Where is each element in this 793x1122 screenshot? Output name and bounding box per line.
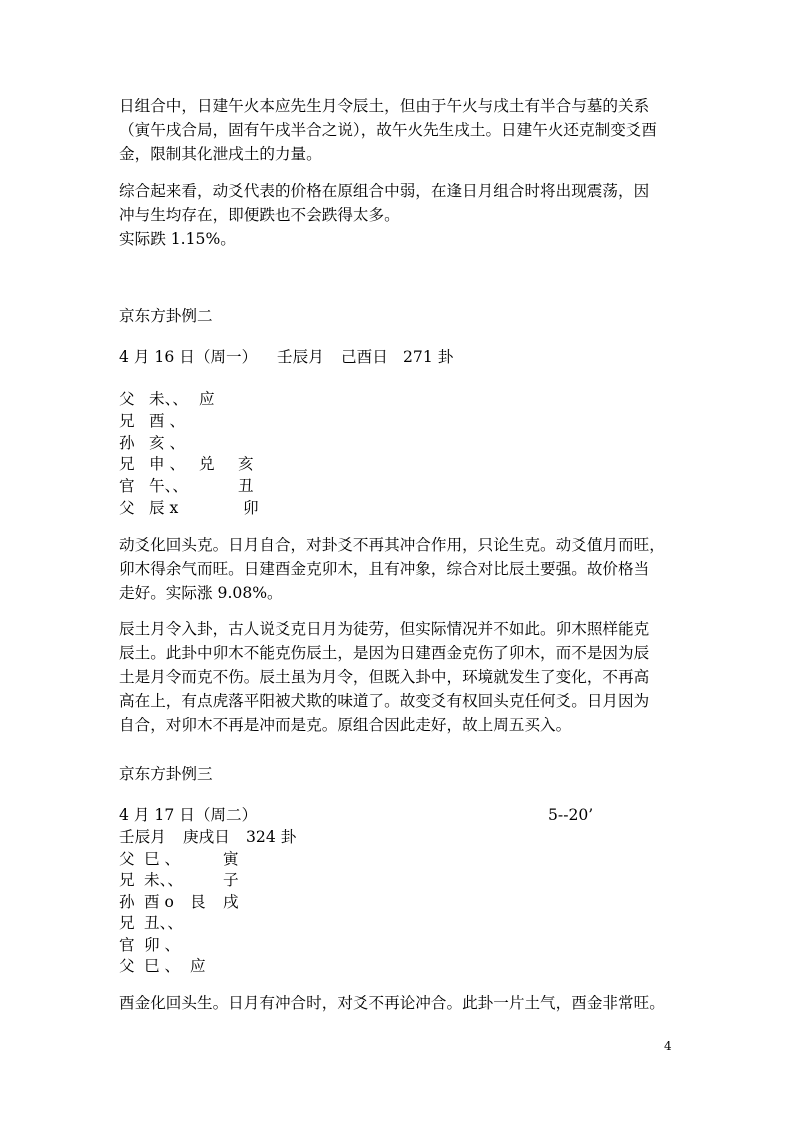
text-line: 实际跌 1.15%。 <box>119 230 236 248</box>
text-line: 自合，对卯木不再是冲而是克。原组合因此走好，故上周五买入。 <box>119 716 572 734</box>
example-3-day: 庚戌日 <box>183 828 230 846</box>
text-line: 金，限制其化泄戌土的力量。 <box>119 145 322 163</box>
paragraph-2 <box>119 179 679 251</box>
paragraph-5 <box>119 991 679 1015</box>
example-2-day: 己酉日 <box>341 348 388 366</box>
document-page: 日组合中，日建午火本应先生月令辰土，但由于午火与戌土有半合与墓的关系 （寅午戌合局，固有午戌半合之说），故午火先生戌土。日建午火还克制变爻酉 金，限制其化泄戌土的力量。 综合起来看，动爻代表的价格在原组合中弱，在逢日月组合时将出现震荡，因 冲与生均存在，即便跌也不会跌得太多。 实际跌 1.15%。 京东方卦例二 4 月 16 日（周一） 壬辰月 己酉日 271 卦 父 未、、 应 兄 酉 、 孙 亥 、 兄 申 、 兑 亥 官 午、、 丑 父 辰 x 卯 动爻化回头克。日月自合，对卦爻不再其冲合作用，只论生克。动爻值月而旺， 卯木得余气而旺。日建酉金克卯木，且有冲象，综合对比辰土要强。故价格当 走好。实际涨 9.08%。 辰土月令入卦，古人说爻克日月为徒劳，但实际情况并不如此。卯木照样能克 辰土。此卦中卯木不能克伤辰土，是因为日建酉金克伤了卯木，而不是因为辰 土是月令而克不伤。辰土虽为月令，但既入卦中，环境就发生了变化，不再高 高在上，有点虎落平阳被犬欺的味道了。故变爻有权回头克任何爻。日月因为 自合，对卯木不再是冲而是克。原组合因此走好，故上周五买入。 京东方卦例三 4 月 17 日（周二） 5--20’ 壬辰月 庚戌日 324 卦 父 巳 、 寅 兄 未、、 子 孙 酉 o 艮 戌 兄 丑、、 官 卯 、 父 巳 、 应 酉金化回头生。日月有冲合时，对爻不再论冲合。此卦一片土气，酉金非常旺。 4 <box>0 0 793 1122</box>
text-line: 高在上，有点虎落平阳被犬欺的味道了。故变爻有权回头克任何爻。日月因为 <box>119 692 650 710</box>
example-3-title: 京东方卦例三 <box>119 765 213 783</box>
paragraph-1 <box>119 94 679 166</box>
text-line: 酉金化回头生。日月有冲合时，对爻不再论冲合。此卦一片土气，酉金非常旺。 <box>119 994 665 1012</box>
text-line: 冲与生均存在，即便跌也不会跌得太多。 <box>119 206 400 224</box>
text-line: （寅午戌合局，固有午戌半合之说），故午火先生戌土。日建午火还克制变爻酉 <box>119 121 657 139</box>
example-2-month: 壬辰月 <box>277 348 324 366</box>
text-line: 日组合中，日建午火本应先生月令辰土，但由于午火与戌土有半合与墓的关系 <box>119 97 650 115</box>
paragraph-3 <box>119 533 679 605</box>
text-line: 动爻化回头克。日月自合，对卦爻不再其冲合作用，只论生克。动爻值月而旺， <box>119 536 665 554</box>
text-line: 卯木得余气而旺。日建酉金克卯木，且有冲象，综合对比辰土要强。故价格当 <box>119 560 650 578</box>
text-line: 综合起来看，动爻代表的价格在原组合中弱，在逢日月组合时将出现震荡，因 <box>119 182 650 200</box>
example-3-date: 4 月 17 日（周二） <box>119 806 258 824</box>
paragraph-4 <box>119 617 679 737</box>
example-3-month: 壬辰月 <box>119 828 166 846</box>
text-line: 辰土月令入卦，古人说爻克日月为徒劳，但实际情况并不如此。卯木照样能克 <box>119 620 650 638</box>
example-3-gua-number: 324 卦 <box>246 828 297 846</box>
example-2-gua-number: 271 卦 <box>403 348 454 366</box>
text-line: 辰土。此卦中卯木不能克伤辰土，是因为日建酉金克伤了卯木，而不是因为辰 <box>119 644 650 662</box>
example-2-title: 京东方卦例二 <box>119 307 213 325</box>
text-line: 走好。实际涨 9.08%。 <box>119 584 283 602</box>
example-2-date: 4 月 16 日（周一） <box>119 348 258 366</box>
text-line: 土是月令而克不伤。辰土虽为月令，但既入卦中，环境就发生了变化，不再高 <box>119 668 650 686</box>
example-3-note: 5--20’ <box>548 806 594 824</box>
page-number: 4 <box>664 1039 672 1053</box>
